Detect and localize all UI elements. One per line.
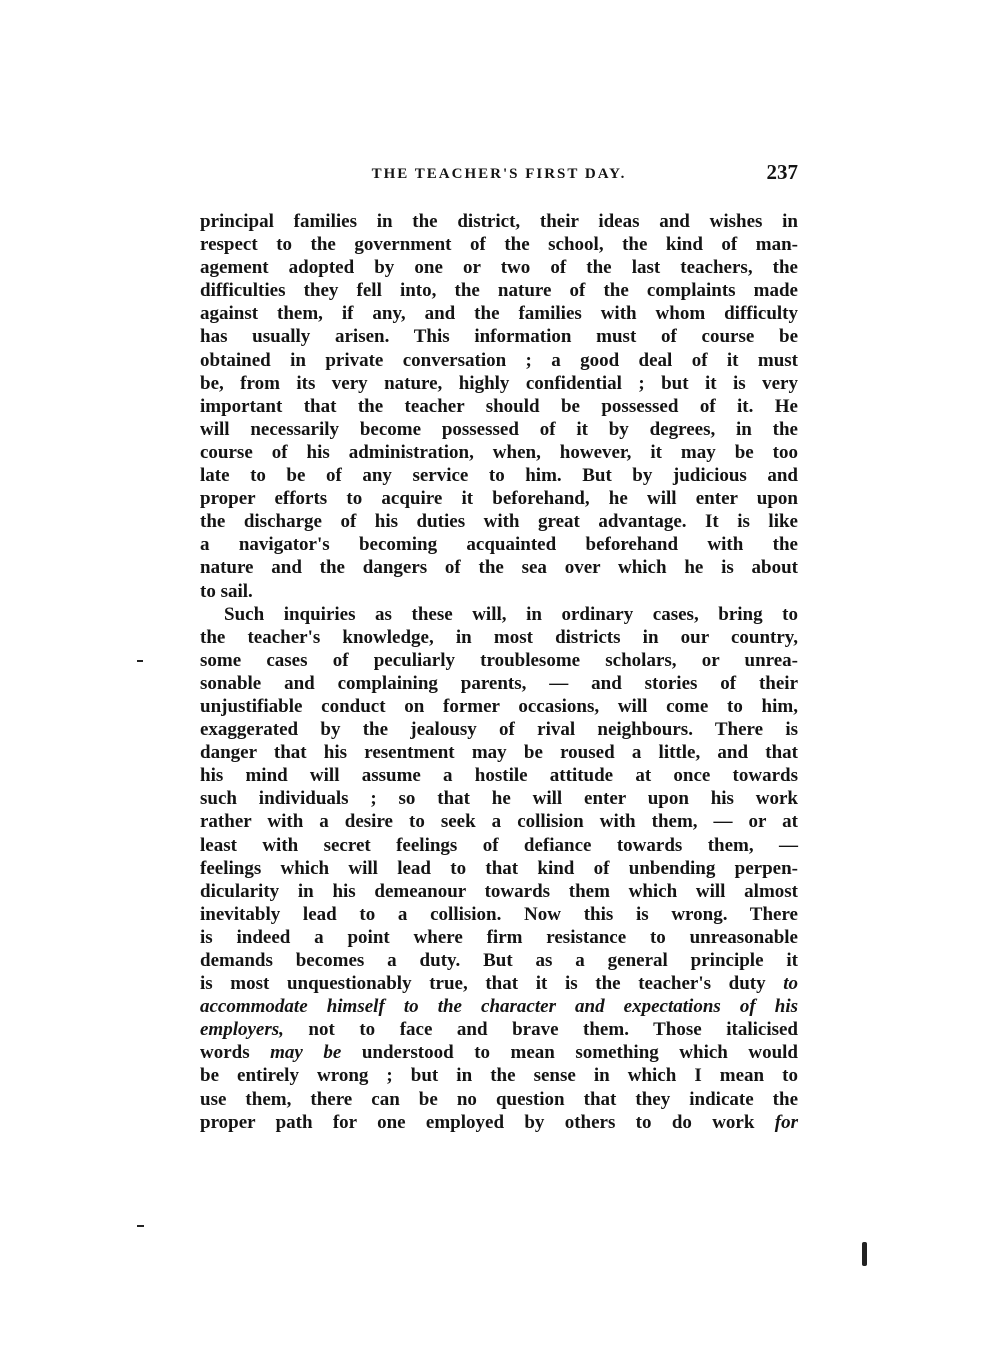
- text-line: a navigator's becoming acquainted beforehand with the: [200, 534, 798, 556]
- margin-speck: [137, 660, 143, 662]
- text-line: dicularity in his demeanour towards them which will almost: [200, 880, 798, 902]
- text-line: least with secret feelings of defiance towards them, —: [200, 834, 798, 856]
- text-line: demands becomes a duty. But as a general principle it: [200, 950, 798, 971]
- text-line: exaggerated by the jealousy of rival neighbours. There is: [200, 719, 798, 741]
- running-title: THE TEACHER'S FIRST DAY.: [371, 166, 627, 182]
- text-line: inevitably lead to a collision. Now this is wrong. There: [200, 903, 798, 925]
- text-line: will necessarily become possessed of it by degrees, in the: [200, 418, 798, 440]
- italic-run: employers,: [200, 1019, 284, 1041]
- text-line: has usually arisen. This information must of course be: [200, 326, 798, 348]
- margin-speck: [137, 1225, 144, 1227]
- text-line: rather with a desire to seek a collision with them, — or at: [200, 811, 798, 833]
- body-text: [200, 210, 798, 1134]
- text-line: nature and the dangers of the sea over which he is about: [200, 557, 798, 579]
- italic-run: for: [774, 1111, 798, 1133]
- text-line: use them, there can be no question that they indicate the: [200, 1088, 798, 1110]
- text-line: late to be of any service to him. But by judicious and: [200, 465, 798, 487]
- text-line: against them, if any, and the families with whom difficulty: [200, 303, 798, 325]
- text-line: important that the teacher should be possessed of it. He: [200, 395, 798, 417]
- italic-line: [200, 995, 798, 1018]
- text-line-with-italic: [200, 1018, 798, 1041]
- text-line-with-italic: [200, 1041, 798, 1064]
- text-line: sonable and complaining parents, — and stories of their: [200, 672, 798, 694]
- text-line: danger that his resentment may be roused a little, and that: [200, 742, 798, 764]
- page-number: 237: [766, 160, 798, 184]
- text-line: his mind will assume a hostile attitude at once towards: [200, 765, 798, 787]
- margin-speck: [862, 1242, 867, 1266]
- roman-run: not to face and brave them. Those italicised: [283, 1019, 798, 1041]
- text-line: some cases of peculiarly troublesome scholars, or unrea-: [200, 649, 798, 671]
- text-line: the teacher's knowledge, in most districts in our country,: [200, 626, 798, 648]
- text-line: obtained in private conversation ; a good deal of it must: [200, 349, 798, 371]
- roman-run: understood to mean something which would: [341, 1042, 798, 1064]
- text-line-with-italic: [200, 972, 798, 995]
- roman-run: is most unquestionably true, that it is the teacher's duty: [200, 973, 784, 995]
- italic-run: may be: [270, 1042, 342, 1064]
- text-line: proper efforts to acquire it beforehand, he will enter upon: [200, 488, 798, 510]
- paragraph-end-line: to sail.: [200, 580, 253, 602]
- text-line: principal families in the district, their ideas and wishes in: [200, 211, 798, 232]
- paragraph-start-line: Such inquiries as these will, in ordinary cases, bring to: [224, 603, 798, 625]
- text-line: such individuals ; so that he will enter upon his work: [200, 788, 798, 810]
- text-line: be entirely wrong ; but in the sense in which I mean to: [200, 1065, 798, 1087]
- text-line: respect to the government of the school, the kind of man-: [200, 234, 798, 256]
- text-line: be, from its very nature, highly confidential ; but it is very: [200, 372, 798, 394]
- text-line: agement adopted by one or two of the last teachers, the: [200, 257, 798, 279]
- running-head: [200, 160, 798, 190]
- text-line: course of his administration, when, however, it may be too: [200, 441, 798, 463]
- italic-run: accommodate himself to the character and expectations of his: [200, 996, 798, 1018]
- text-line: the discharge of his duties with great advantage. It is like: [200, 511, 798, 533]
- text-line: difficulties they fell into, the nature of the complaints made: [200, 280, 798, 302]
- text-line-with-italic: [200, 1111, 798, 1134]
- italic-run: to: [783, 973, 798, 995]
- roman-run: proper path for one employed by others to do work: [200, 1111, 775, 1133]
- text-line: unjustifiable conduct on former occasions, will come to him,: [200, 695, 798, 717]
- roman-run: words: [200, 1042, 271, 1064]
- text-line: feelings which will lead to that kind of unbending perpen-: [200, 857, 798, 879]
- text-line: is indeed a point where firm resistance to unreasonable: [200, 926, 798, 948]
